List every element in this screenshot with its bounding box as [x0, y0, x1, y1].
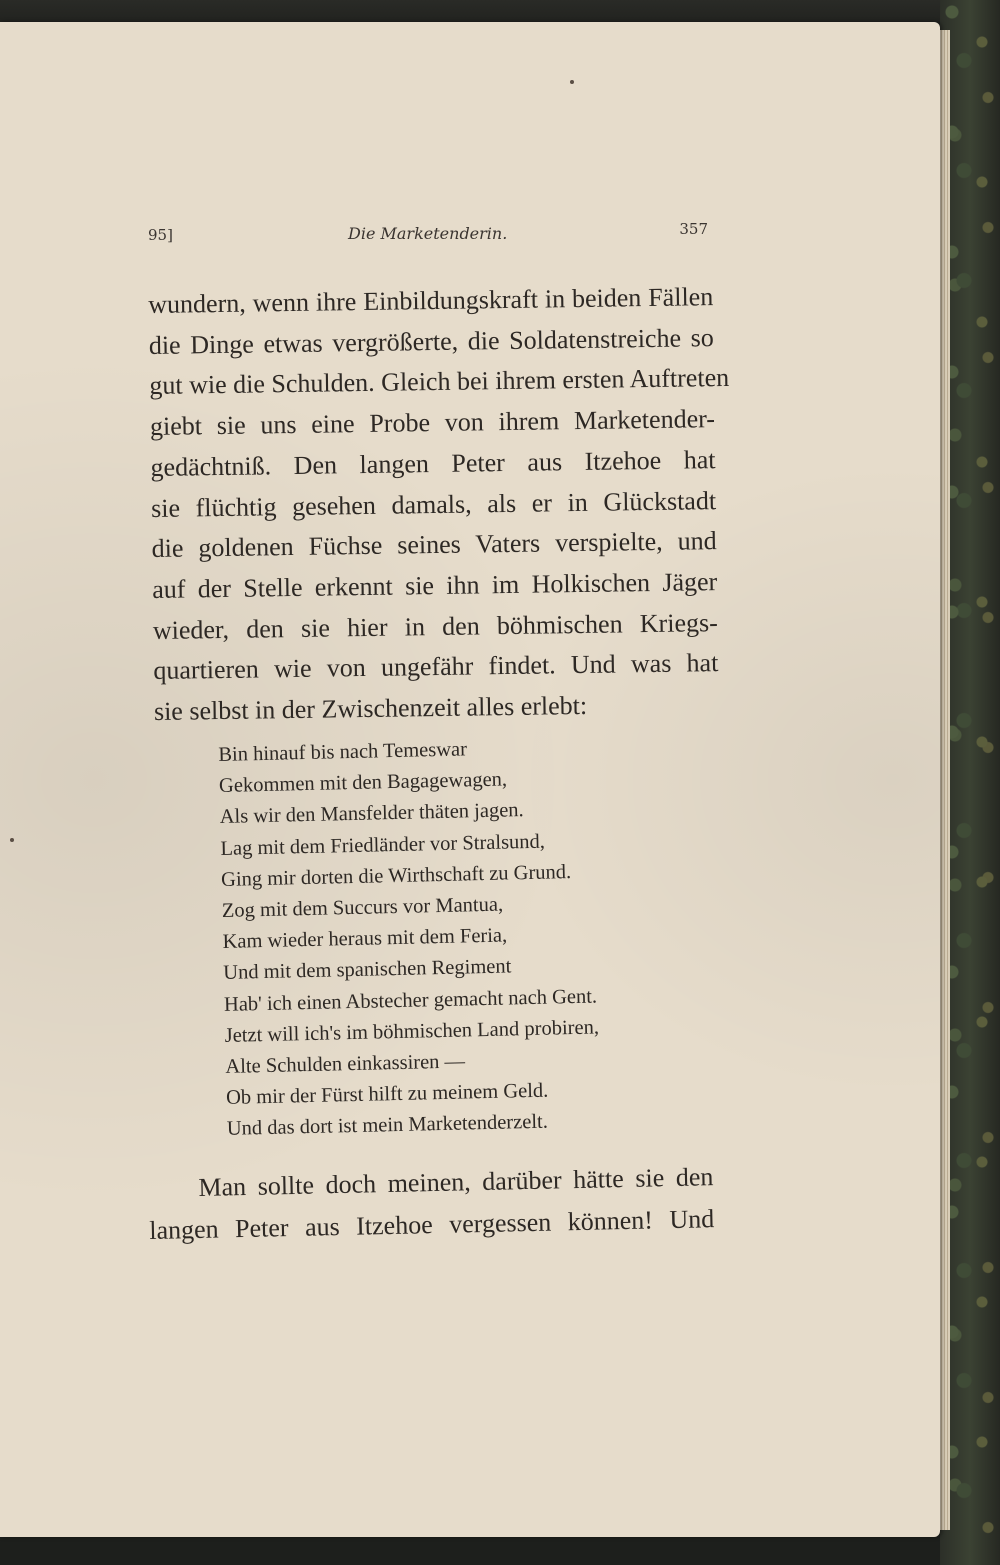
text-line: wieder, den sie hier in den böhmischen Kriegs- [152, 607, 718, 645]
running-header [148, 220, 708, 250]
text-line: quartieren wie von ungefähr findet. Und was hat [153, 648, 719, 686]
text-line: sie flüchtig gesehen damals, als er in Glückstadt [150, 485, 717, 523]
verse-line: Bin hinauf bis nach Temeswar [218, 738, 468, 766]
page-marker: 95] [148, 226, 173, 244]
text-line: Man sollte doch meinen, darüber hätte sie den [198, 1162, 714, 1202]
text-line: sie selbst in der Zwischenzeit alles erlebt: [153, 690, 588, 726]
verse-line: Ging mir dorten die Wirthschaft zu Grund. [220, 860, 572, 891]
text-line: wundern, wenn ihre Einbildungskraft in beiden Fällen [148, 282, 714, 319]
text-line: langen Peter aus Itzehoe vergessen können! Und [149, 1204, 715, 1245]
paper-speck [10, 838, 14, 842]
verse-line: Jetzt will ich's im böhmischen Land probiren, [224, 1016, 600, 1047]
verse-quotation [218, 730, 647, 1145]
running-title: Die Marketenderin. [348, 224, 508, 243]
text-line: die Dinge etwas vergrößerte, die Soldatenstreiche so [148, 322, 714, 360]
paper-speck [570, 80, 574, 84]
text-line: die goldenen Füchse seines Vaters verspielte, und [151, 526, 717, 564]
page-number: 357 [679, 220, 708, 238]
verse-line: Hab' ich einen Abstecher gemacht nach Gent. [223, 985, 598, 1016]
verse-line: Lag mit dem Friedländer vor Stralsund, [220, 830, 546, 860]
text-line: giebt sie uns eine Probe von ihrem Marketender- [149, 404, 716, 442]
text-line: auf der Stelle erkennt sie ihn im Holkischen Jäger [152, 567, 718, 604]
verse-line: Alte Schulden einkassiren — [225, 1050, 466, 1078]
text-line: gedächtniß. Den langen Peter aus Itzehoe hat [150, 444, 716, 482]
verse-line: Kam wieder heraus mit dem Feria, [222, 924, 508, 954]
paragraph-2 [148, 1156, 715, 1252]
text-line: gut wie die Schulden. Gleich bei ihrem ersten Auftreten [149, 363, 730, 401]
paragraph-1 [148, 277, 730, 733]
verse-line: Gekommen mit den Bagagewagen, [218, 768, 508, 798]
verse-line: Und mit dem spanischen Regiment [223, 955, 512, 985]
verse-line: Und das dort ist mein Marketenderzelt. [226, 1111, 549, 1141]
verse-line: Als wir den Mansfelder thäten jagen. [219, 799, 524, 829]
verse-line: Ob mir der Fürst hilft zu meinem Geld. [225, 1079, 549, 1110]
verse-line: Zog mit dem Succurs vor Mantua, [221, 893, 504, 922]
